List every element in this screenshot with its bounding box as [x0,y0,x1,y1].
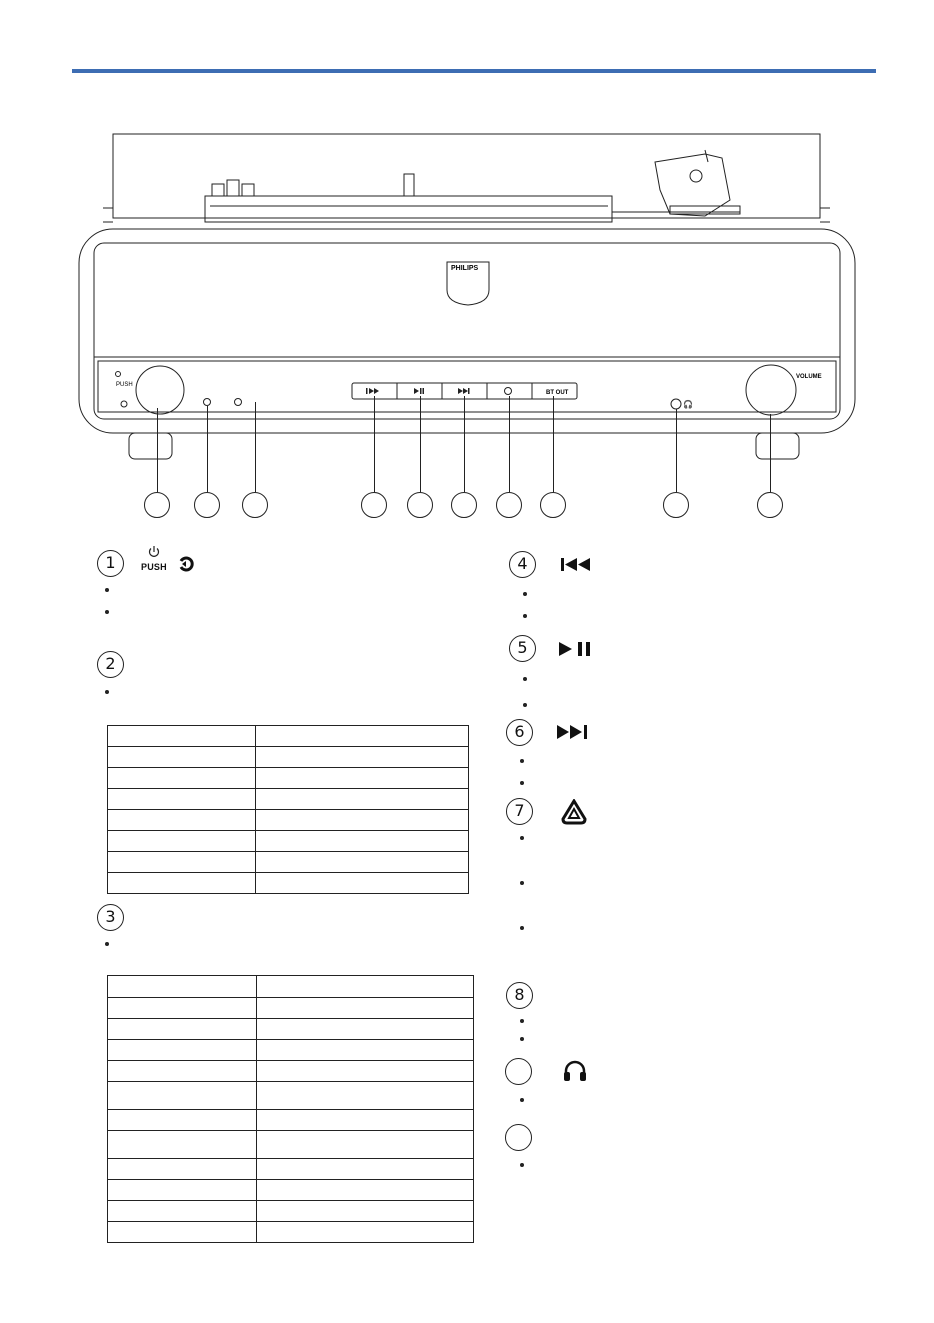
bullet [520,781,524,785]
section-badge-1: 1 [97,550,124,577]
led-table-1 [107,725,469,894]
bullet [523,614,527,618]
bullet [523,703,527,707]
section-badge-8: 8 [506,982,533,1009]
bullet [523,677,527,681]
volume-knob [746,365,796,415]
bullet [520,926,524,930]
bullet [105,690,109,694]
volume-label: VOLUME [796,374,822,380]
leader-8 [553,396,554,492]
section-badge-2: 2 [97,651,124,678]
bullet [520,1037,524,1041]
leader-5 [420,396,421,492]
bullet [520,881,524,885]
section-badge-9 [505,1058,532,1085]
previous-icon [561,557,593,572]
cabinet [79,229,855,433]
leader-1 [157,408,158,492]
leader-3 [255,402,256,492]
push-text: PUSH [141,562,167,572]
callout-circle-5 [407,492,433,518]
control-panel [98,361,836,412]
section-badge-3: 3 [97,904,124,931]
push-label: PUSH [116,382,133,388]
callout-circle-7 [496,492,522,518]
bullet [520,759,524,763]
leader-2 [207,406,208,492]
section-badge-4: 4 [509,551,536,578]
bullet [520,1019,524,1023]
led-table-2 [107,975,474,1243]
callout-circle-3 [242,492,268,518]
section-badge-10 [505,1124,532,1151]
power-knob [136,366,184,414]
callout-circle-4 [361,492,387,518]
bullet [520,1098,524,1102]
tonearm [655,154,730,216]
section-badge-6: 6 [506,719,533,746]
leader-4 [374,396,375,492]
bullet [520,836,524,840]
turntable-diagram [0,0,934,540]
section-badge-7: 7 [506,798,533,825]
power-icon [147,545,161,559]
pairing-icon [561,799,587,825]
leader-9 [676,409,677,492]
callout-circle-9 [663,492,689,518]
bullet [520,1163,524,1167]
callout-circle-8 [540,492,566,518]
bullet [105,610,109,614]
source-icon [178,556,194,572]
headphone-small-icon: 🎧 [683,400,693,409]
dust-cover [113,134,820,218]
headphones-icon [563,1060,587,1082]
callout-circle-6 [451,492,477,518]
leader-6 [464,396,465,492]
callout-circle-2 [194,492,220,518]
callout-circle-1 [144,492,170,518]
next-icon [557,725,590,739]
bt-out-label: BT OUT [546,390,569,396]
philips-logo-text: PHILIPS [451,265,479,272]
section-badge-5: 5 [509,635,536,662]
bullet [105,588,109,592]
bullet [523,592,527,596]
callout-circle-10 [757,492,783,518]
leader-10 [770,414,771,492]
bullet [105,942,109,946]
play-pause-icon [559,642,593,656]
leader-7 [509,396,510,492]
